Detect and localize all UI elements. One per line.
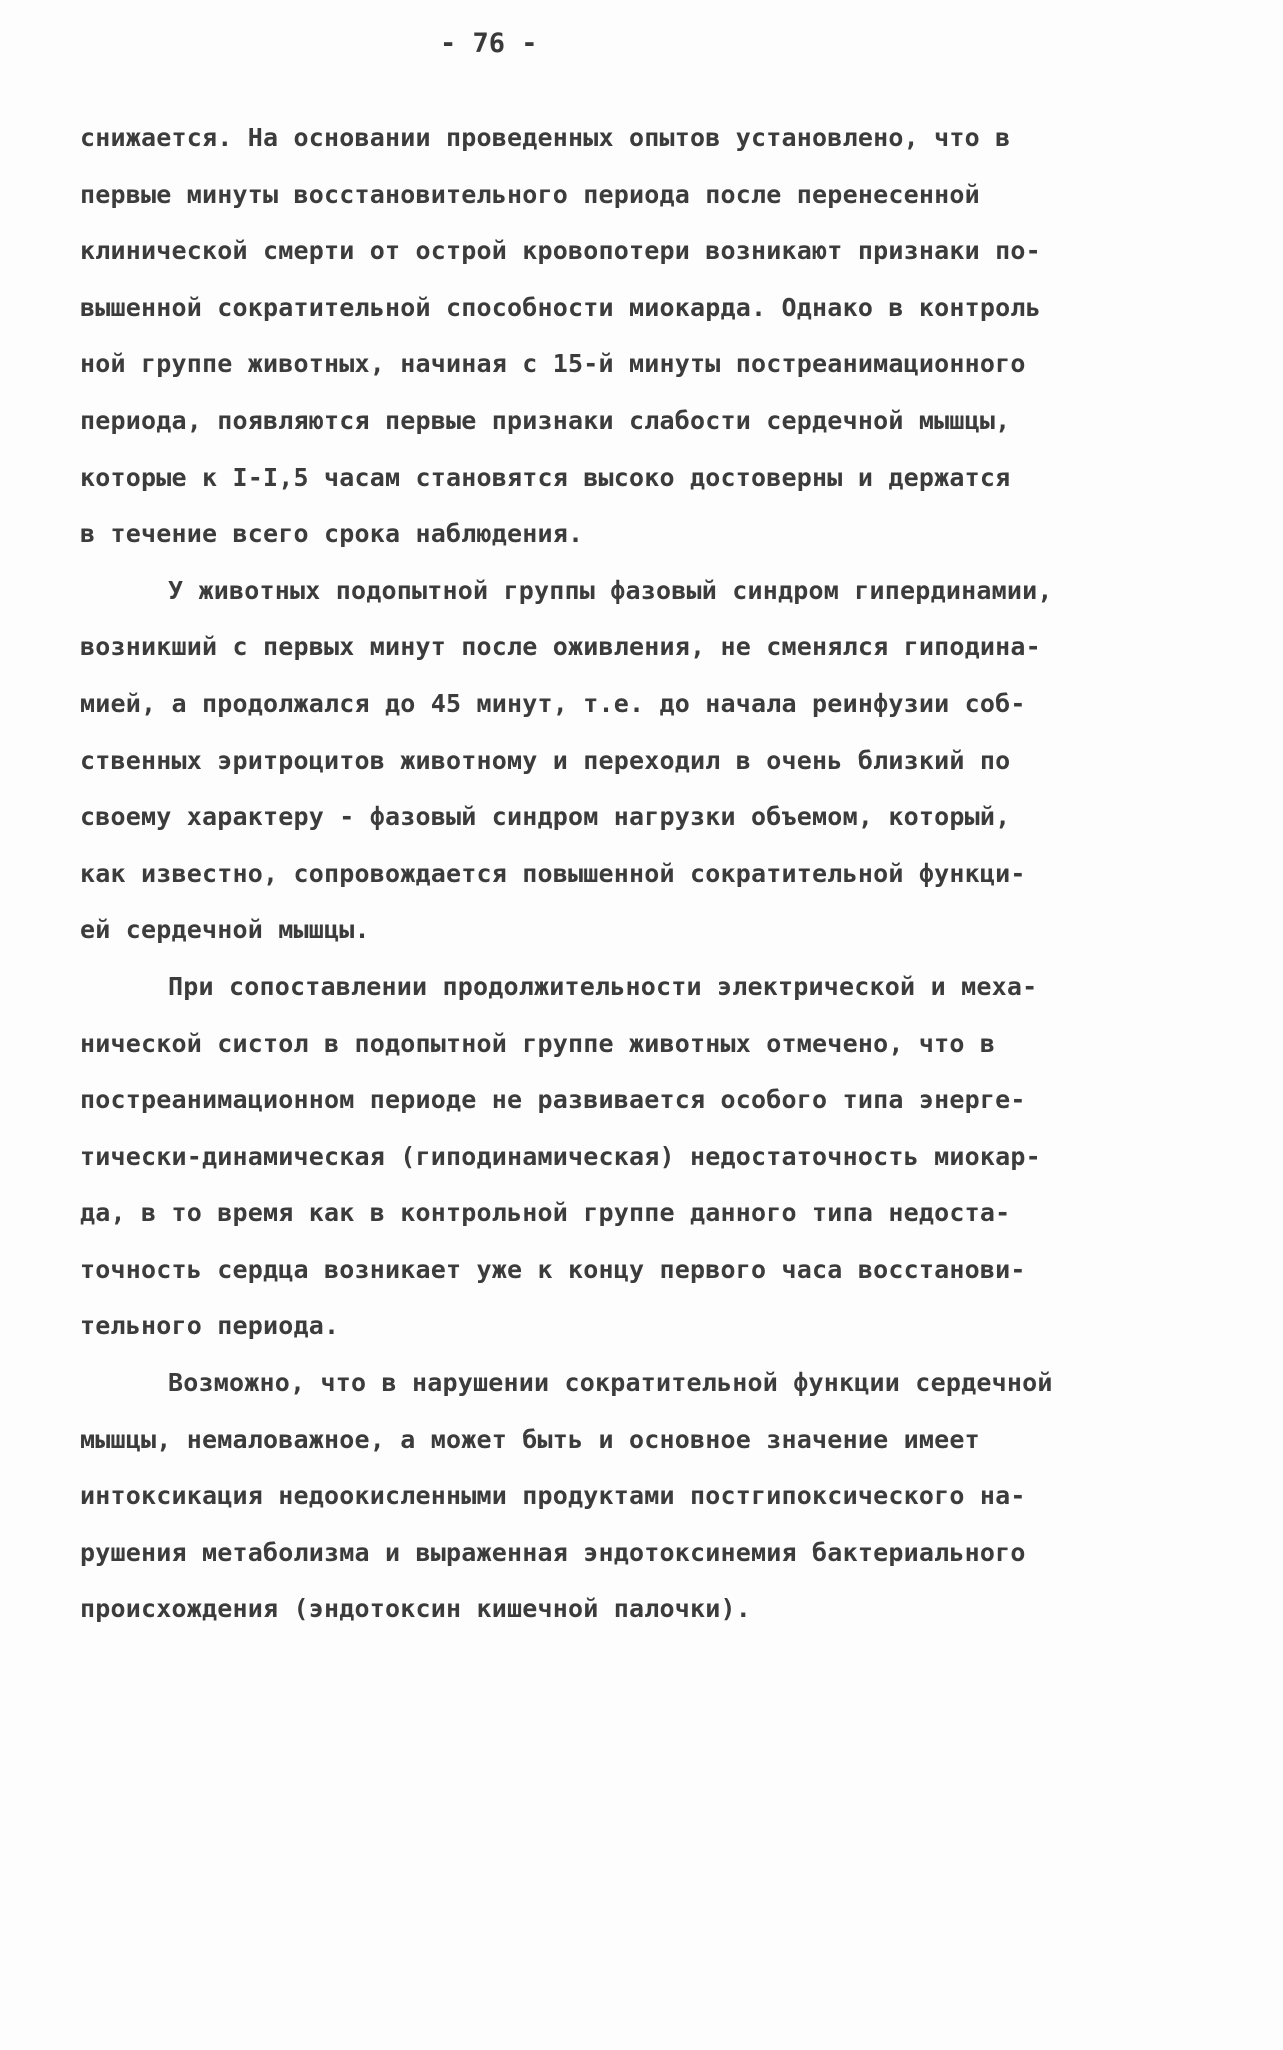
text-line: первые минуты восстановительного периода после перенесенной [80, 179, 980, 209]
paragraph-3 [80, 959, 1190, 1355]
text-line: да, в то время как в контрольной группе данного типа недоста- [80, 1198, 1011, 1228]
text-line: тически-динамическая (гиподинамическая) недостаточность миокар- [80, 1141, 1041, 1171]
paragraph-2 [80, 563, 1190, 959]
text-line: точность сердца возникает уже к концу первого часа восстанови- [80, 1254, 1026, 1284]
text-line: вышенной сократительной способности миокарда. Однако в контроль [80, 292, 1041, 322]
text-line: мышцы, немаловажное, а может быть и основное значение имеет [80, 1424, 980, 1454]
text-line: снижается. На основании проведенных опытов установлено, что в [80, 123, 1011, 152]
text-line: рушения метаболизма и выраженная эндотоксинемия бактериального [80, 1537, 1026, 1567]
body-text [80, 110, 1190, 1638]
text-line: как известно, сопровождается повышенной сократительной функци- [80, 858, 1026, 888]
text-line: При сопоставлении продолжительности электрической и меха- [168, 971, 1038, 1001]
page-number: - 76 - [440, 28, 538, 59]
text-line: интоксикация недоокисленными продуктами постгипоксического на- [80, 1481, 1026, 1511]
text-line: постреанимационном периоде не развивается особого типа энерге- [80, 1085, 1026, 1115]
text-line: ственных эритроцитов животному и переходил в очень близкий по [80, 745, 1011, 775]
text-line: которые к I-I,5 часам становятся высоко достоверны и держатся [80, 462, 1011, 492]
text-line: мией, а продолжался до 45 минут, т.е. до начала реинфузии соб- [80, 688, 1026, 718]
text-line: ной группе животных, начиная с 15-й минуты постреанимационного [80, 349, 1026, 379]
text-line: периода, появляются первые признаки слабости сердечной мышцы, [80, 405, 1011, 435]
text-line: нической систол в подопытной группе животных отмечено, что в [80, 1028, 996, 1058]
text-line: в течение всего срока наблюдения. [80, 519, 584, 549]
text-line: своему характеру - фазовый синдром нагрузки объемом, который, [80, 802, 1011, 832]
text-line: Возможно, что в нарушении сократительной функции сердечной [168, 1368, 1053, 1398]
text-line: У животных подопытной группы фазовый синдром гипердинамии, [168, 575, 1053, 605]
paragraph-4 [80, 1355, 1190, 1638]
text-line: тельного периода. [80, 1311, 340, 1341]
paragraph-1 [80, 110, 1190, 563]
text-line: клинической смерти от острой кровопотери возникают признаки по- [80, 236, 1041, 266]
text-line: происхождения (эндотоксин кишечной палочки). [80, 1594, 752, 1624]
text-line: ей сердечной мышцы. [80, 915, 370, 945]
text-line: возникший с первых минут после оживления, не сменялся гиподина- [80, 632, 1041, 662]
